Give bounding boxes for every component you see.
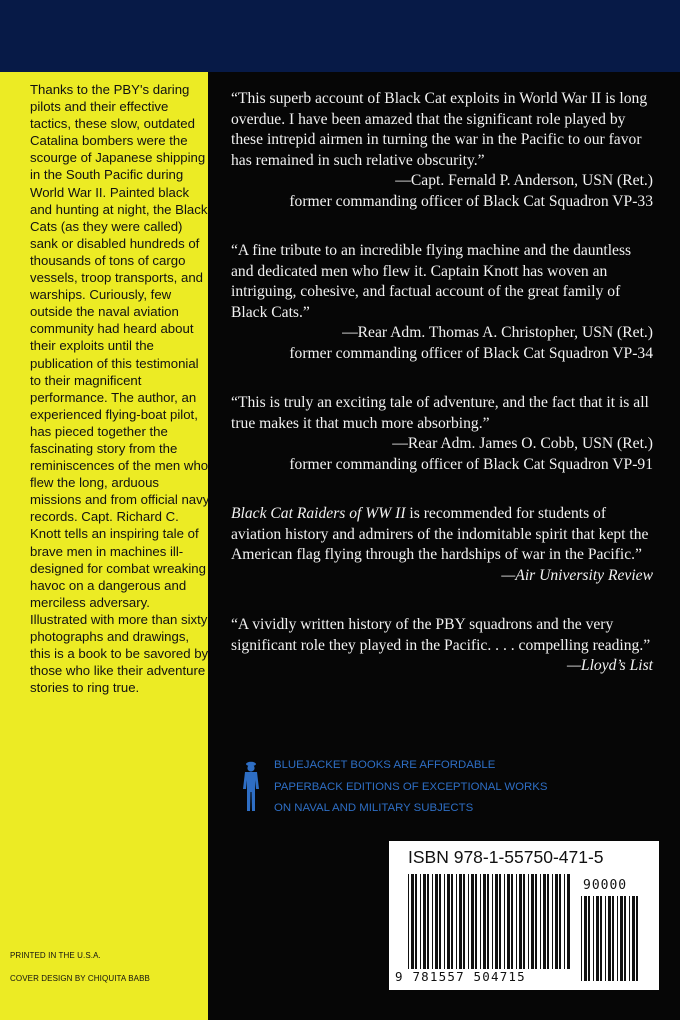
- review-author: —Rear Adm. Thomas A. Christopher, USN (Ret.): [342, 324, 653, 341]
- review-quote-rest: is recommended for students of aviation history and admirers of the indomitable spirit that kept the American flag flying through the hardships of war in the Pacific.”: [231, 505, 649, 563]
- review-author: —Rear Adm. James O. Cobb, USN (Ret.): [392, 435, 653, 452]
- sailor-logo-icon: [240, 759, 262, 813]
- bluejacket-notice: [240, 755, 660, 817]
- review-quote: “A vividly written history of the PBY squadrons and the very significant role they played in the Pacific. . . . compelling reading.”: [231, 616, 651, 654]
- review-air-university: [231, 504, 653, 586]
- review-cobb: [231, 393, 653, 475]
- bluejacket-line-2: PAPERBACK EDITIONS OF EXCEPTIONAL WORKS: [274, 780, 548, 793]
- review-quote: “This is truly an exciting tale of adventure, and the fact that it is all true makes it that much more absorbing.”: [231, 394, 649, 432]
- isbn-label: ISBN 978-1-55750-471-5: [408, 847, 604, 867]
- price-code: 90000: [583, 878, 628, 893]
- review-lloyds: [231, 615, 653, 677]
- review-quote: [231, 504, 653, 566]
- barcode-box: [389, 841, 659, 990]
- book-title: Black Cat Raiders of WW II: [231, 505, 406, 522]
- credits: [10, 944, 205, 990]
- review-anderson: [231, 89, 653, 212]
- review-author: —Capt. Fernald P. Anderson, USN (Ret.): [395, 172, 653, 189]
- review-quote: “A fine tribute to an incredible flying machine and the dauntless and dedicated men who flew it. Captain Knott has woven an intriguing, cohesive, and factual account of the great family of Black Cats.”: [231, 242, 632, 321]
- review-author-role: former commanding officer of Black Cat Squadron VP-34: [289, 344, 653, 362]
- review-quote: “This superb account of Black Cat exploits in World War II is long overdue. I have been amazed that the significant role played by these intrepid airmen in turning the war in the Pacific to our favor has remained in such relative obscurity.”: [231, 90, 648, 169]
- bluejacket-line-3: ON NAVAL AND MILITARY SUBJECTS: [274, 802, 474, 814]
- printed-in-line: PRINTED IN THE U.S.A.: [10, 951, 101, 960]
- bluejacket-text: [274, 755, 664, 820]
- review-christopher: [231, 241, 653, 364]
- cover-design-line: COVER DESIGN BY CHIQUITA BABB: [10, 974, 150, 983]
- review-source: —Lloyd’s List: [567, 657, 653, 674]
- ean-number: 9 781557 504715: [395, 969, 526, 984]
- book-description: Thanks to the PBY's daring pilots and their effective tactics, these slow, outdated Catalina bombers were the scourge of Japanese shipping in the South Pacific during World War II. Painted black and hunting at night, the Black Cats (as they were called) sank or disabled hundreds of thousands of tons of cargo vessels, troop transports, and warships. Curiously, few outside the naval aviation community had heard about their exploits until the publication of this testimonial to their magnificent performance. The author, an experienced flying-boat pilot, has pieced together the fascinating story from the reminiscences of the men who flew the long, arduous missions and from official navy records. Capt. Richard C. Knott tells an inspiring tale of brave men in machines ill-designed for combat wreaking havoc on a dangerous and merciless adversary. Illustrated with more than sixty photographs and drawings, this is a book to be savored by those who like their adventure stories to ring true.: [30, 82, 210, 696]
- review-author-role: former commanding officer of Black Cat Squadron VP-91: [289, 455, 653, 473]
- bluejacket-line-1: BLUEJACKET BOOKS ARE AFFORDABLE: [274, 759, 496, 771]
- top-navy-band: [0, 0, 680, 72]
- barcode-bars: [389, 841, 659, 990]
- review-source: —Air University Review: [501, 566, 653, 584]
- review-author-role: former commanding officer of Black Cat Squadron VP-33: [289, 192, 653, 210]
- reviews-column: [231, 89, 653, 706]
